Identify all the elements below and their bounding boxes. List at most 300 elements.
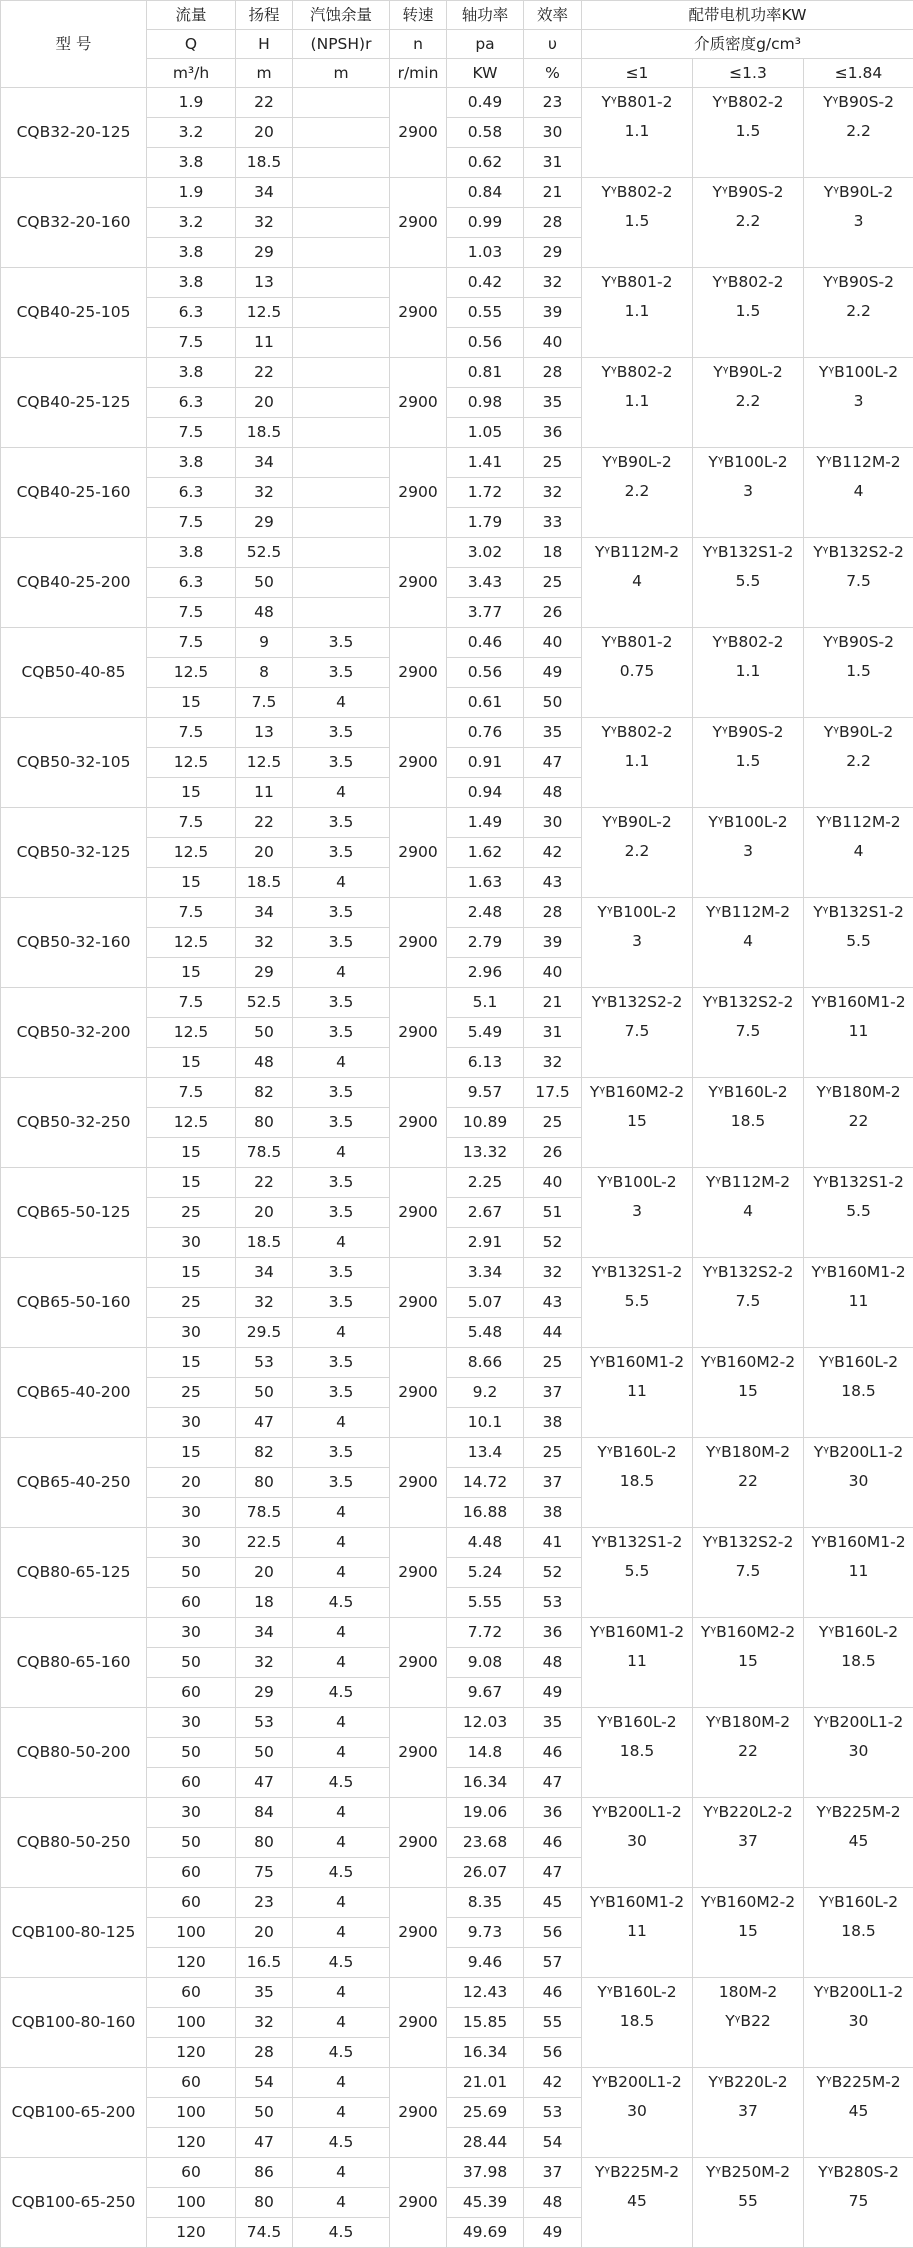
efficiency-cell: 28 — [524, 898, 582, 928]
flow-cell: 15 — [147, 1438, 236, 1468]
flow-cell: 7.5 — [147, 598, 236, 628]
efficiency-cell: 31 — [524, 1018, 582, 1048]
motor-cell — [693, 988, 804, 1078]
motor-power: 11 — [804, 1557, 913, 1586]
motor-model: YᵞB225M-2 — [804, 1798, 913, 1827]
flow-cell: 120 — [147, 2128, 236, 2158]
power-cell: 1.49 — [447, 808, 524, 838]
npsh-cell — [293, 538, 390, 568]
head-cell: 29 — [236, 238, 293, 268]
motor-cell — [582, 178, 693, 268]
head-cell: 18.5 — [236, 1228, 293, 1258]
motor-cell — [693, 448, 804, 538]
head-cell: 12.5 — [236, 298, 293, 328]
motor-power: 11 — [582, 1917, 692, 1946]
npsh-cell: 4.5 — [293, 1588, 390, 1618]
flow-cell: 15 — [147, 868, 236, 898]
motor-cell — [693, 898, 804, 988]
power-cell: 9.67 — [447, 1678, 524, 1708]
table-row — [1, 988, 913, 1018]
head-cell: 78.5 — [236, 1138, 293, 1168]
motor-cell — [804, 1798, 913, 1888]
head-cell: 29 — [236, 958, 293, 988]
motor-power: 0.75 — [582, 657, 692, 686]
npsh-cell: 4 — [293, 688, 390, 718]
motor-cell — [804, 448, 913, 538]
flow-cell: 7.5 — [147, 988, 236, 1018]
motor-cell — [693, 358, 804, 448]
model-cell: CQB80-65-160 — [1, 1618, 147, 1708]
model-cell: CQB32-20-160 — [1, 178, 147, 268]
head-cell: 47 — [236, 2128, 293, 2158]
efficiency-cell: 30 — [524, 118, 582, 148]
efficiency-cell: 40 — [524, 1168, 582, 1198]
flow-cell: 120 — [147, 1948, 236, 1978]
motor-model: YᵞB160M2-2 — [582, 1078, 692, 1107]
flow-cell: 15 — [147, 1168, 236, 1198]
motor-power: 18.5 — [804, 1917, 913, 1946]
motor-model: YᵞB132S1-2 — [693, 538, 803, 567]
motor-power: 5.5 — [693, 567, 803, 596]
header-efficiency: 效率 — [524, 1, 582, 30]
efficiency-cell: 38 — [524, 1408, 582, 1438]
power-cell: 26.07 — [447, 1858, 524, 1888]
npsh-cell — [293, 178, 390, 208]
motor-cell — [582, 538, 693, 628]
header-head: 扬程 — [236, 1, 293, 30]
power-cell: 10.89 — [447, 1108, 524, 1138]
efficiency-cell: 28 — [524, 358, 582, 388]
head-cell: 48 — [236, 598, 293, 628]
model-cell: CQB100-65-250 — [1, 2158, 147, 2248]
efficiency-cell: 43 — [524, 1288, 582, 1318]
speed-cell: 2900 — [390, 1078, 447, 1168]
table-row — [1, 1348, 913, 1378]
power-cell: 5.24 — [447, 1558, 524, 1588]
speed-cell: 2900 — [390, 2068, 447, 2158]
npsh-cell: 3.5 — [293, 1198, 390, 1228]
motor-model: YᵞB200L1-2 — [582, 2068, 692, 2097]
power-cell: 0.46 — [447, 628, 524, 658]
power-cell: 10.1 — [447, 1408, 524, 1438]
motor-power: 30 — [804, 2007, 913, 2036]
header-power-symbol: pa — [447, 30, 524, 59]
motor-power: 7.5 — [693, 1017, 803, 1046]
head-cell: 52.5 — [236, 538, 293, 568]
efficiency-cell: 17.5 — [524, 1078, 582, 1108]
npsh-cell: 4 — [293, 1048, 390, 1078]
flow-cell: 15 — [147, 1048, 236, 1078]
motor-model: YᵞB90L-2 — [693, 358, 803, 387]
power-cell: 1.62 — [447, 838, 524, 868]
flow-cell: 3.8 — [147, 238, 236, 268]
power-cell: 28.44 — [447, 2128, 524, 2158]
motor-model: YᵞB90S-2 — [804, 628, 913, 657]
efficiency-cell: 25 — [524, 1438, 582, 1468]
head-cell: 80 — [236, 1828, 293, 1858]
npsh-cell: 4 — [293, 1498, 390, 1528]
motor-model: YᵞB160L-2 — [804, 1888, 913, 1917]
head-cell: 34 — [236, 448, 293, 478]
head-cell: 78.5 — [236, 1498, 293, 1528]
speed-cell: 2900 — [390, 538, 447, 628]
npsh-cell: 3.5 — [293, 628, 390, 658]
head-cell: 32 — [236, 2008, 293, 2038]
table-row — [1, 1978, 913, 2008]
efficiency-cell: 25 — [524, 1108, 582, 1138]
efficiency-cell: 25 — [524, 568, 582, 598]
header-efficiency-unit: % — [524, 59, 582, 88]
motor-cell — [804, 178, 913, 268]
motor-cell — [693, 1438, 804, 1528]
motor-model: YᵞB132S1-2 — [582, 1258, 692, 1287]
motor-power: 1.5 — [693, 117, 803, 146]
efficiency-cell: 48 — [524, 778, 582, 808]
npsh-cell: 4.5 — [293, 1948, 390, 1978]
flow-cell: 12.5 — [147, 928, 236, 958]
flow-cell: 15 — [147, 688, 236, 718]
flow-cell: 25 — [147, 1288, 236, 1318]
efficiency-cell: 23 — [524, 88, 582, 118]
motor-power: 4 — [582, 567, 692, 596]
table-row — [1, 1708, 913, 1738]
efficiency-cell: 31 — [524, 148, 582, 178]
motor-cell — [804, 2068, 913, 2158]
table-row — [1, 358, 913, 388]
head-cell: 32 — [236, 208, 293, 238]
efficiency-cell: 39 — [524, 298, 582, 328]
efficiency-cell: 53 — [524, 2098, 582, 2128]
npsh-cell: 4 — [293, 1918, 390, 1948]
head-cell: 22 — [236, 358, 293, 388]
efficiency-cell: 51 — [524, 1198, 582, 1228]
header-flow: 流量 — [147, 1, 236, 30]
speed-cell: 2900 — [390, 2158, 447, 2248]
motor-model: YᵞB132S2-2 — [582, 988, 692, 1017]
efficiency-cell: 32 — [524, 478, 582, 508]
npsh-cell — [293, 208, 390, 238]
efficiency-cell: 45 — [524, 1888, 582, 1918]
head-cell: 20 — [236, 838, 293, 868]
motor-model: YᵞB802-2 — [582, 178, 692, 207]
flow-cell: 6.3 — [147, 298, 236, 328]
motor-cell — [582, 1168, 693, 1258]
efficiency-cell: 36 — [524, 1798, 582, 1828]
motor-model: YᵞB90L-2 — [804, 178, 913, 207]
motor-power: 4 — [693, 927, 803, 956]
table-body — [1, 88, 913, 2248]
motor-model: YᵞB100L-2 — [804, 358, 913, 387]
head-cell: 84 — [236, 1798, 293, 1828]
npsh-cell: 3.5 — [293, 1108, 390, 1138]
head-cell: 86 — [236, 2158, 293, 2188]
model-cell: CQB40-25-200 — [1, 538, 147, 628]
motor-cell — [804, 358, 913, 448]
flow-cell: 15 — [147, 1138, 236, 1168]
motor-model: YᵞB160M1-2 — [804, 988, 913, 1017]
power-cell: 2.25 — [447, 1168, 524, 1198]
efficiency-cell: 37 — [524, 1468, 582, 1498]
efficiency-cell: 52 — [524, 1558, 582, 1588]
head-cell: 32 — [236, 478, 293, 508]
efficiency-cell: 32 — [524, 268, 582, 298]
motor-power: 11 — [804, 1017, 913, 1046]
flow-cell: 120 — [147, 2218, 236, 2248]
npsh-cell: 3.5 — [293, 1258, 390, 1288]
model-cell: CQB65-50-125 — [1, 1168, 147, 1258]
head-cell: 52.5 — [236, 988, 293, 1018]
flow-cell: 3.8 — [147, 268, 236, 298]
motor-model: YᵞB160L-2 — [804, 1618, 913, 1647]
flow-cell: 12.5 — [147, 658, 236, 688]
table-row — [1, 628, 913, 658]
npsh-cell: 3.5 — [293, 718, 390, 748]
motor-power: 2.2 — [693, 207, 803, 236]
npsh-cell: 4 — [293, 958, 390, 988]
npsh-cell: 4 — [293, 2068, 390, 2098]
table-row — [1, 268, 913, 298]
motor-power: 18.5 — [582, 1467, 692, 1496]
motor-power: 7.5 — [693, 1557, 803, 1586]
power-cell: 13.32 — [447, 1138, 524, 1168]
efficiency-cell: 36 — [524, 1618, 582, 1648]
model-cell: CQB50-32-250 — [1, 1078, 147, 1168]
motor-cell — [804, 1438, 913, 1528]
motor-cell — [582, 988, 693, 1078]
motor-cell — [693, 2068, 804, 2158]
header-npsh-unit: m — [293, 59, 390, 88]
motor-power: 3 — [582, 927, 692, 956]
motor-cell — [693, 628, 804, 718]
flow-cell: 7.5 — [147, 508, 236, 538]
motor-cell — [582, 1888, 693, 1978]
flow-cell: 1.9 — [147, 178, 236, 208]
efficiency-cell: 42 — [524, 838, 582, 868]
motor-power: 1.5 — [693, 747, 803, 776]
speed-cell: 2900 — [390, 718, 447, 808]
motor-model: YᵞB160M2-2 — [693, 1888, 803, 1917]
power-cell: 5.55 — [447, 1588, 524, 1618]
speed-cell: 2900 — [390, 1348, 447, 1438]
power-cell: 5.1 — [447, 988, 524, 1018]
motor-power: 22 — [693, 1737, 803, 1766]
npsh-cell: 4 — [293, 2158, 390, 2188]
motor-power: 2.2 — [582, 477, 692, 506]
power-cell: 0.61 — [447, 688, 524, 718]
npsh-cell: 4 — [293, 1408, 390, 1438]
motor-power: 7.5 — [582, 1017, 692, 1046]
efficiency-cell: 42 — [524, 2068, 582, 2098]
motor-power: 1.1 — [582, 747, 692, 776]
npsh-cell: 4 — [293, 868, 390, 898]
efficiency-cell: 18 — [524, 538, 582, 568]
head-cell: 74.5 — [236, 2218, 293, 2248]
table-row — [1, 1798, 913, 1828]
motor-cell — [804, 1978, 913, 2068]
head-cell: 23 — [236, 1888, 293, 1918]
power-cell: 2.91 — [447, 1228, 524, 1258]
efficiency-cell: 40 — [524, 628, 582, 658]
motor-cell — [693, 808, 804, 898]
head-cell: 34 — [236, 178, 293, 208]
motor-model: YᵞB100L-2 — [693, 808, 803, 837]
header-power: 轴功率 — [447, 1, 524, 30]
motor-cell — [804, 268, 913, 358]
table-row — [1, 1168, 913, 1198]
efficiency-cell: 25 — [524, 1348, 582, 1378]
head-cell: 20 — [236, 388, 293, 418]
flow-cell: 15 — [147, 1258, 236, 1288]
head-cell: 50 — [236, 2098, 293, 2128]
flow-cell: 60 — [147, 1768, 236, 1798]
model-cell: CQB50-32-105 — [1, 718, 147, 808]
head-cell: 53 — [236, 1348, 293, 1378]
power-cell: 3.77 — [447, 598, 524, 628]
speed-cell: 2900 — [390, 808, 447, 898]
motor-power: 30 — [582, 1827, 692, 1856]
motor-power: 2.2 — [804, 297, 913, 326]
flow-cell: 15 — [147, 1348, 236, 1378]
motor-power: 1.1 — [693, 657, 803, 686]
flow-cell: 12.5 — [147, 1108, 236, 1138]
motor-power: 4 — [693, 1197, 803, 1226]
header-motor-group: 配带电机功率KW — [582, 1, 913, 30]
power-cell: 1.41 — [447, 448, 524, 478]
motor-cell — [582, 268, 693, 358]
efficiency-cell: 21 — [524, 178, 582, 208]
table-header — [1, 1, 913, 88]
motor-cell — [693, 718, 804, 808]
efficiency-cell: 32 — [524, 1258, 582, 1288]
motor-cell — [804, 1348, 913, 1438]
motor-cell — [804, 2158, 913, 2248]
power-cell: 9.08 — [447, 1648, 524, 1678]
motor-power: 15 — [582, 1107, 692, 1136]
motor-cell — [582, 808, 693, 898]
head-cell: 9 — [236, 628, 293, 658]
motor-cell — [804, 88, 913, 178]
motor-model: YᵞB160M2-2 — [693, 1348, 803, 1377]
power-cell: 15.85 — [447, 2008, 524, 2038]
efficiency-cell: 49 — [524, 658, 582, 688]
motor-cell — [804, 538, 913, 628]
npsh-cell: 3.5 — [293, 658, 390, 688]
flow-cell: 100 — [147, 2188, 236, 2218]
power-cell: 1.05 — [447, 418, 524, 448]
motor-cell — [582, 1798, 693, 1888]
table-row — [1, 1888, 913, 1918]
flow-cell: 7.5 — [147, 808, 236, 838]
model-cell: CQB65-40-250 — [1, 1438, 147, 1528]
motor-model: YᵞB160M1-2 — [582, 1888, 692, 1917]
motor-model: YᵞB100L-2 — [693, 448, 803, 477]
motor-model: YᵞB132S2-2 — [693, 1528, 803, 1557]
speed-cell: 2900 — [390, 268, 447, 358]
power-cell: 1.63 — [447, 868, 524, 898]
model-cell: CQB50-32-160 — [1, 898, 147, 988]
npsh-cell: 3.5 — [293, 1288, 390, 1318]
npsh-cell: 4.5 — [293, 2128, 390, 2158]
flow-cell: 6.3 — [147, 568, 236, 598]
head-cell: 18.5 — [236, 148, 293, 178]
motor-cell — [582, 448, 693, 538]
npsh-cell — [293, 568, 390, 598]
motor-model: YᵞB802-2 — [582, 358, 692, 387]
head-cell: 13 — [236, 718, 293, 748]
table-row — [1, 88, 913, 118]
power-cell: 8.35 — [447, 1888, 524, 1918]
power-cell: 9.57 — [447, 1078, 524, 1108]
motor-model: YᵞB90L-2 — [804, 718, 913, 747]
motor-model: YᵞB200L1-2 — [804, 1438, 913, 1467]
motor-cell — [693, 1888, 804, 1978]
motor-model: YᵞB132S2-2 — [693, 988, 803, 1017]
motor-model: YᵞB180M-2 — [693, 1708, 803, 1737]
efficiency-cell: 33 — [524, 508, 582, 538]
motor-power: 18.5 — [582, 1737, 692, 1766]
motor-model: YᵞB112M-2 — [693, 1168, 803, 1197]
motor-model: YᵞB180M-2 — [693, 1438, 803, 1467]
npsh-cell: 4 — [293, 1888, 390, 1918]
table-row — [1, 2158, 913, 2188]
motor-model: YᵞB160L-2 — [582, 1708, 692, 1737]
motor-model: YᵞB132S2-2 — [693, 1258, 803, 1287]
npsh-cell: 4 — [293, 1828, 390, 1858]
motor-model: YᵞB132S2-2 — [804, 538, 913, 567]
flow-cell: 6.3 — [147, 478, 236, 508]
motor-cell — [582, 1078, 693, 1168]
head-cell: 22 — [236, 1168, 293, 1198]
speed-cell: 2900 — [390, 1438, 447, 1528]
efficiency-cell: 49 — [524, 2218, 582, 2248]
npsh-cell — [293, 478, 390, 508]
motor-model: YᵞB132S1-2 — [804, 898, 913, 927]
npsh-cell: 4 — [293, 2188, 390, 2218]
motor-model: YᵞB90S-2 — [693, 178, 803, 207]
flow-cell: 50 — [147, 1828, 236, 1858]
head-cell: 32 — [236, 1648, 293, 1678]
motor-power: 5.5 — [804, 927, 913, 956]
efficiency-cell: 30 — [524, 808, 582, 838]
motor-model: YᵞB160M1-2 — [804, 1258, 913, 1287]
motor-cell — [582, 898, 693, 988]
flow-cell: 25 — [147, 1378, 236, 1408]
flow-cell: 60 — [147, 1588, 236, 1618]
head-cell: 20 — [236, 1918, 293, 1948]
power-cell: 0.56 — [447, 658, 524, 688]
power-cell: 14.72 — [447, 1468, 524, 1498]
motor-cell — [582, 1528, 693, 1618]
efficiency-cell: 55 — [524, 2008, 582, 2038]
motor-power: 5.5 — [804, 1197, 913, 1226]
head-cell: 82 — [236, 1078, 293, 1108]
head-cell: 20 — [236, 118, 293, 148]
model-cell: CQB80-50-250 — [1, 1798, 147, 1888]
motor-power: 5.5 — [582, 1557, 692, 1586]
motor-model: YᵞB100L-2 — [582, 1168, 692, 1197]
motor-model: YᵞB801-2 — [582, 628, 692, 657]
motor-model: YᵞB250M-2 — [693, 2158, 803, 2187]
flow-cell: 7.5 — [147, 418, 236, 448]
table-row — [1, 1438, 913, 1468]
motor-power: 15 — [693, 1647, 803, 1676]
npsh-cell: 4 — [293, 2008, 390, 2038]
power-cell: 3.43 — [447, 568, 524, 598]
efficiency-cell: 35 — [524, 718, 582, 748]
efficiency-cell: 35 — [524, 1708, 582, 1738]
motor-cell — [693, 1258, 804, 1348]
npsh-cell: 3.5 — [293, 1078, 390, 1108]
